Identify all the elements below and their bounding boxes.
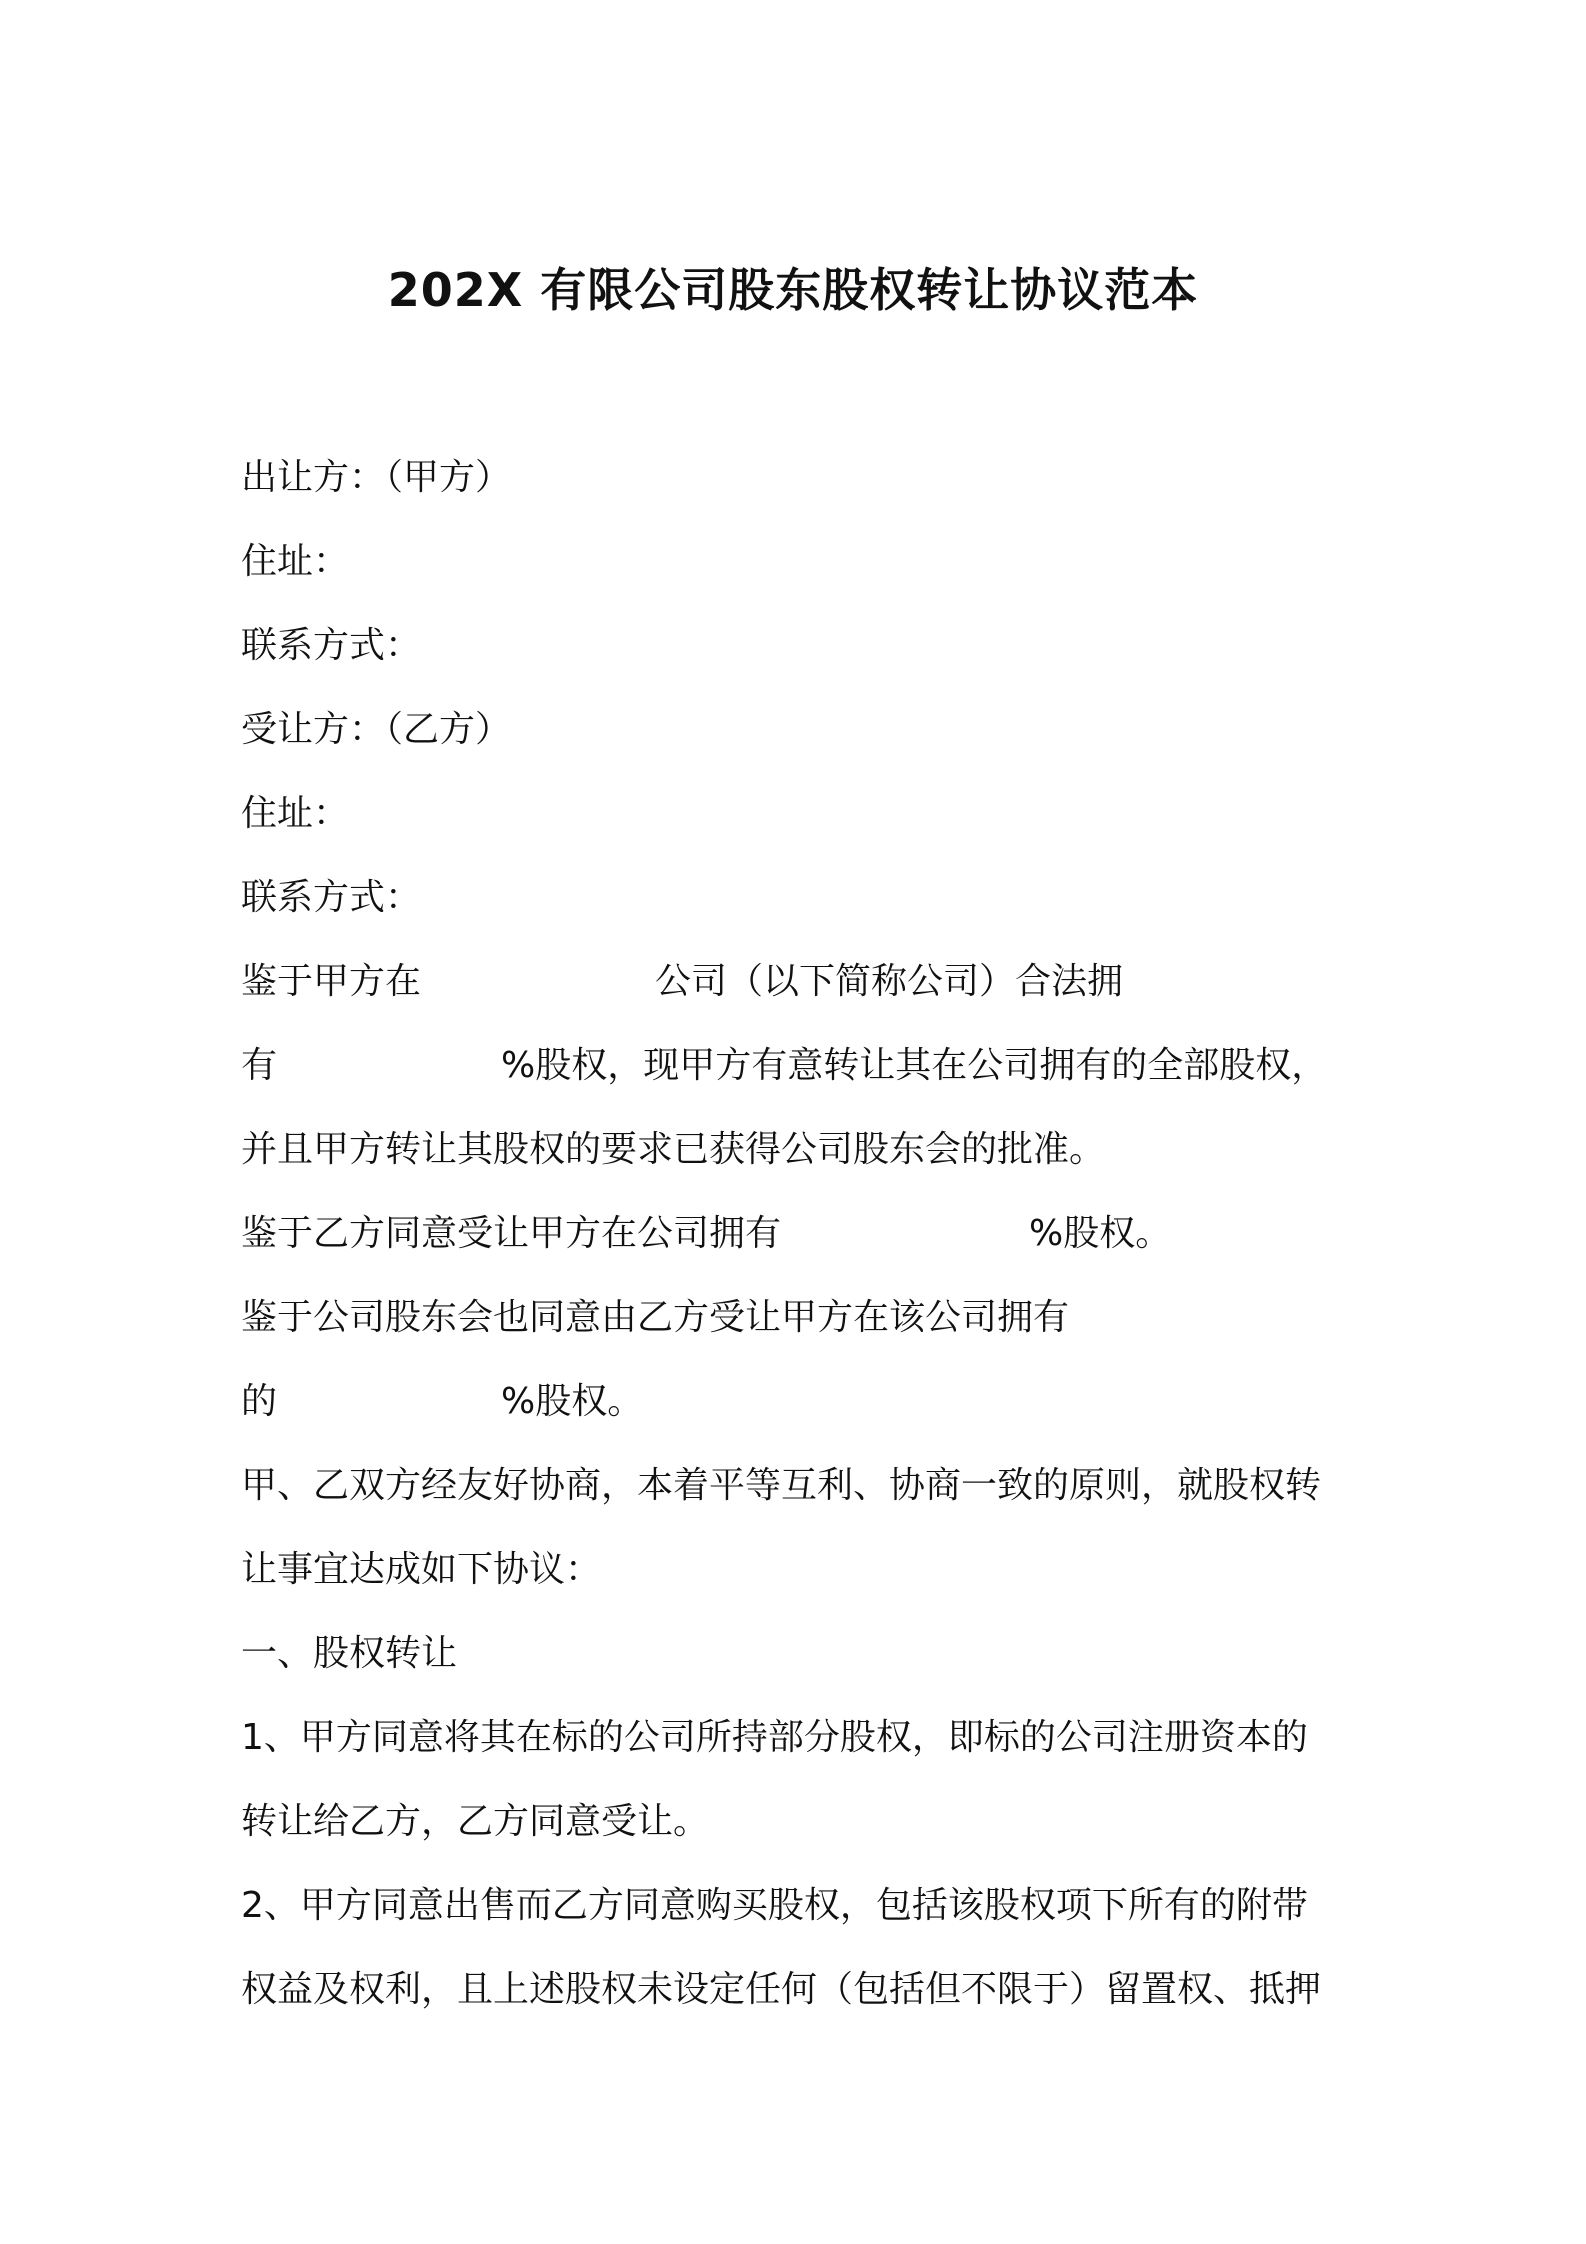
recital-1-part-5: 并且甲方转让其股权的要求已获得公司股东会的批准。	[241, 1129, 1106, 1170]
clause-2-text-2: 权益及权利，且上述股权未设定任何（包括但不限于）留置权、抵押	[241, 1969, 1322, 2010]
agreement-intro-text-1: 甲、乙双方经友好协商，本着平等互利、协商一致的原则，就股权转	[241, 1465, 1322, 1506]
section-1-heading-text: 一、股权转让	[241, 1633, 458, 1674]
clause-2-text-1: 2、甲方同意出售而乙方同意购买股权，包括该股权项下所有的附带	[241, 1885, 1308, 1926]
recital-1-part-4: %股权，现甲方有意转让其在公司拥有的全部股权，	[501, 1045, 1328, 1086]
recital-2-part-1: 鉴于乙方同意受让甲方在公司拥有	[241, 1213, 782, 1254]
recital-2-part-2: %股权。	[1029, 1213, 1172, 1254]
agreement-intro-text-2: 让事宜达成如下协议：	[241, 1549, 602, 1590]
recital-1-part-1: 鉴于甲方在	[241, 961, 422, 1002]
transferor-label-text: 出让方：（甲方）	[241, 457, 512, 498]
transferee-contact-label: 联系方式：	[241, 877, 422, 918]
transferor-address-label: 住址：	[241, 541, 350, 582]
transferee-address-label: 住址：	[241, 793, 350, 834]
recital-3-part-2: 的	[241, 1381, 278, 1422]
recital-3-part-3: %股权。	[501, 1381, 644, 1422]
transferee-label-text: 受让方：（乙方）	[241, 709, 512, 750]
clause-1-text-2: 转让给乙方，乙方同意受让。	[241, 1801, 710, 1842]
recital-1-part-3: 有	[241, 1045, 278, 1086]
transferor-contact-label: 联系方式：	[241, 625, 422, 666]
recital-3-part-1: 鉴于公司股东会也同意由乙方受让甲方在该公司拥有	[241, 1297, 1070, 1338]
recital-1-part-2: 公司（以下简称公司）合法拥	[655, 961, 1124, 1002]
clause-1-text-1: 1、甲方同意将其在标的公司所持部分股权，即标的公司注册资本的	[241, 1717, 1308, 1758]
document-title: 202X 有限公司股东股权转让协议范本	[387, 263, 1199, 317]
